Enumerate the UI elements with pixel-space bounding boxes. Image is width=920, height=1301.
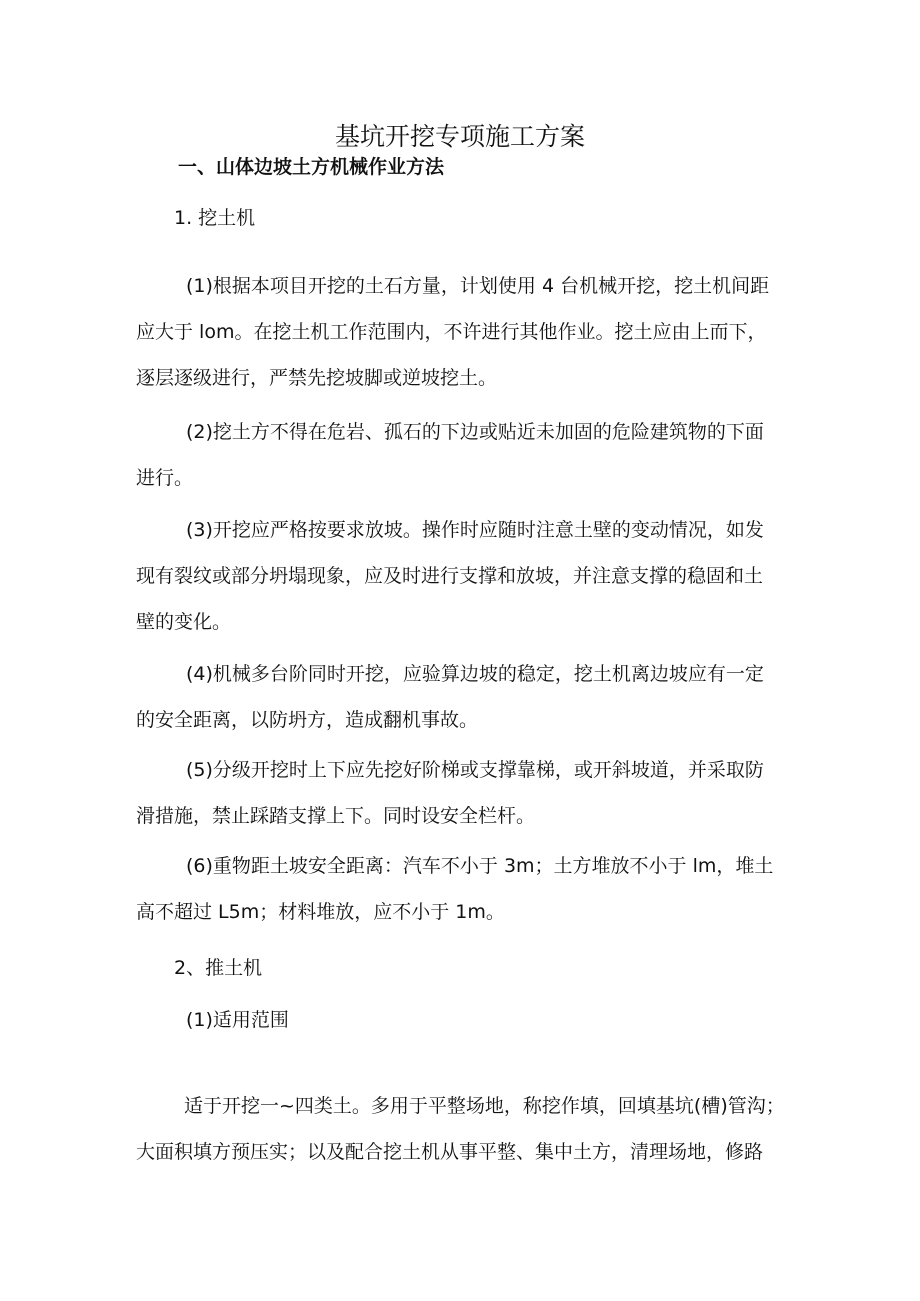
subsection-item-text: (1)适用范围 <box>186 1009 289 1031</box>
subsection-heading-excavator <box>136 195 796 241</box>
paragraph-line: (4)机械多台阶同时开挖，应验算边坡的稳定，挖土机离边坡应有一定 <box>186 663 764 685</box>
paragraph-item-6 <box>136 843 796 935</box>
paragraph-line: 进行。 <box>136 467 194 489</box>
paragraph-item-1 <box>136 263 796 401</box>
document-title: 基坑开挖专项施工方案 <box>334 122 585 151</box>
paragraph-line: (6)重物距土坡安全距离：汽车不小于 3m；土方堆放不小于 lm，堆土 <box>186 855 774 877</box>
paragraph-line: (3)开挖应严格按要求放坡。操作时应随时注意土壁的变动情况，如发 <box>186 519 764 541</box>
paragraph-line: (2)挖土方不得在危岩、孤石的下边或贴近未加固的危险建筑物的下面 <box>186 421 764 443</box>
paragraph-line: 适于开挖一~四类土。多用于平整场地，称挖作填，回填基坑(槽)管沟； <box>184 1095 785 1117</box>
subsection-item-scope <box>136 997 796 1043</box>
paragraph-line: 逐层逐级进行，严禁先挖坡脚或逆坡挖土。 <box>136 367 498 389</box>
paragraph-item-5 <box>136 747 796 839</box>
section-heading-1: 一、山体边坡土方机械作业方法 <box>178 156 445 178</box>
paragraph-line: 的安全距离，以防坍方，造成翻机事故。 <box>136 709 479 731</box>
paragraph-line: 大面积填方预压实；以及配合挖土机从事平整、集中土方，清理场地，修路 <box>136 1141 764 1163</box>
subsection-heading-text: 2、推土机 <box>174 957 263 979</box>
paragraph-line: 壁的变化。 <box>136 611 232 633</box>
subsection-heading-bulldozer <box>136 945 796 991</box>
paragraph-item-4 <box>136 651 796 743</box>
paragraph-item-2 <box>136 409 796 501</box>
paragraph-item-3 <box>136 507 796 645</box>
paragraph-line: (5)分级开挖时上下应先挖好阶梯或支撑靠梯，或开斜坡道，并采取防 <box>186 759 764 781</box>
paragraph-line: 应大于 lom。在挖土机工作范围内，不许进行其他作业。挖土应由上而下， <box>136 321 767 343</box>
subsection-heading-text: 1. 挖土机 <box>174 207 256 229</box>
paragraph-line: (1)根据本项目开挖的土石方量，计划使用 4 台机械开挖，挖土机间距 <box>186 275 770 297</box>
paragraph-line: 高不超过 L5m；材料堆放，应不小于 1m。 <box>136 901 505 923</box>
paragraph-line: 现有裂纹或部分坍塌现象，应及时进行支撑和放坡，并注意支撑的稳固和土 <box>136 565 764 587</box>
paragraph-scope-description <box>136 1083 796 1175</box>
paragraph-line: 滑措施，禁止踩踏支撑上下。同时设安全栏杆。 <box>136 805 536 827</box>
